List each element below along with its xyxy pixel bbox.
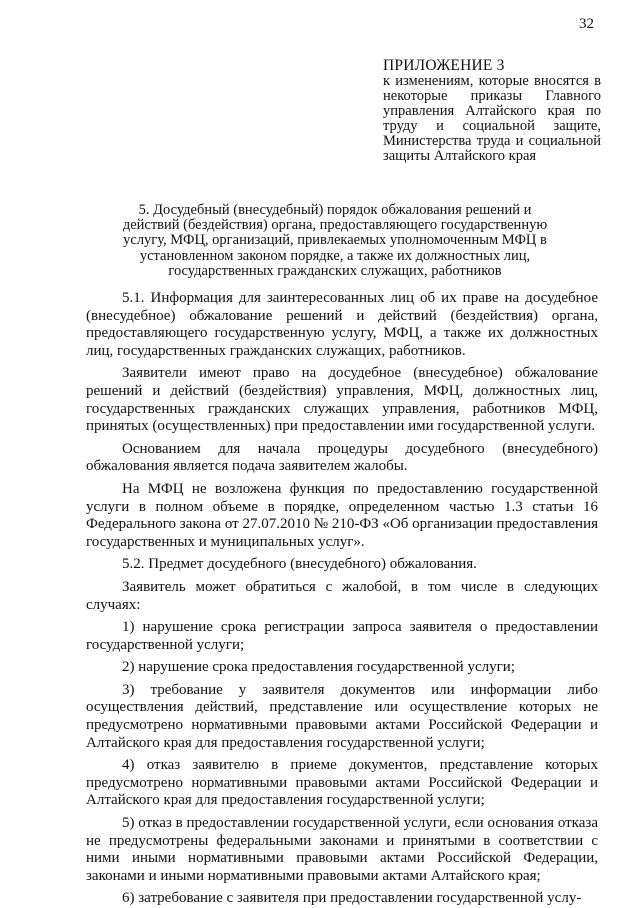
paragraph: Основанием для начала процедуры досудебного (внесудебного) обжалования является подача заявителем жалобы. bbox=[86, 440, 598, 475]
appendix-title: ПРИЛОЖЕНИЕ 3 bbox=[383, 57, 505, 74]
page-number: 32 bbox=[579, 16, 594, 32]
list-item: 5) отказ в предоставлении государственной услуги, если основания отказа не предусмотрены федеральными законами и принятыми в соответствии с ними иными нормативными правовыми актами Российской Федерации, законами и иными нормативными правовыми актами Алтайского края; bbox=[86, 815, 598, 884]
paragraph: Заявители имеют право на досудебное (внесудебное) обжалование решений и действий (бездействия) управления, МФЦ, должностных лиц, государственных гражданских служащих управления, работников МФЦ, принятых (осуществленных) при предоставлении ими государственной услуги. bbox=[86, 365, 598, 435]
section-title: 5. Досудебный (внесудебный) порядок обжалования решений и действий (бездействия) органа, предоставляющего государственную услугу, МФЦ, организаций, привлекаемых уполномоченным МФЦ в установленном законом порядке, а также их должностных лиц, государственных гражданских служащих, работников bbox=[122, 202, 548, 279]
list-item: 1) нарушение срока регистрации запроса заявителя о предоставлении государственной услуги; bbox=[86, 619, 598, 653]
body-text bbox=[86, 290, 598, 908]
paragraph: Заявитель может обратиться с жалобой, в том числе в следующих случаях: bbox=[86, 578, 598, 613]
list-item: 3) требование у заявителя документов или информации либо осуществления действий, представление или осуществление которых не предусмотрено нормативными правовыми актами Российской Федерации и Алтайского края для предоставления государственной услуги; bbox=[86, 681, 598, 751]
paragraph: На МФЦ не возложена функция по предоставлению государственной услуги в полном объеме в порядке, определенном частью 1.3 статьи 16 Федерального закона от 27.07.2010 № 210-ФЗ «Об организации предоставления государственных и муниципальных услуг». bbox=[86, 480, 598, 550]
appendix-text: к изменениям, которые вносятся в некоторые приказы Главного управления Алтайского края по труду и социальной защите, Министерства труда и социальной защиты Алтайского края bbox=[383, 73, 601, 164]
paragraph: 5.2. Предмет досудебного (внесудебного) обжалования. bbox=[122, 556, 477, 573]
list-item: 4) отказ заявителю в приеме документов, представление которых предусмотрено нормативными правовыми актами Российской Федерации и Алтайского края для предоставления государственной услуги; bbox=[86, 757, 598, 809]
list-item: 6) затребование с заявителя при предоставлении государственной услу- bbox=[122, 890, 582, 907]
paragraph: 5.1. Информация для заинтересованных лиц об их праве на досудебное (внесудебное) обжалование решений и действий (бездействия) органа, предоставляющего государственную услугу, МФЦ, а также их должностных лиц, государственных гражданских служащих, работников. bbox=[86, 290, 598, 359]
list-item: 2) нарушение срока предоставления государственной услуги; bbox=[122, 659, 515, 676]
appendix-header bbox=[383, 58, 601, 164]
